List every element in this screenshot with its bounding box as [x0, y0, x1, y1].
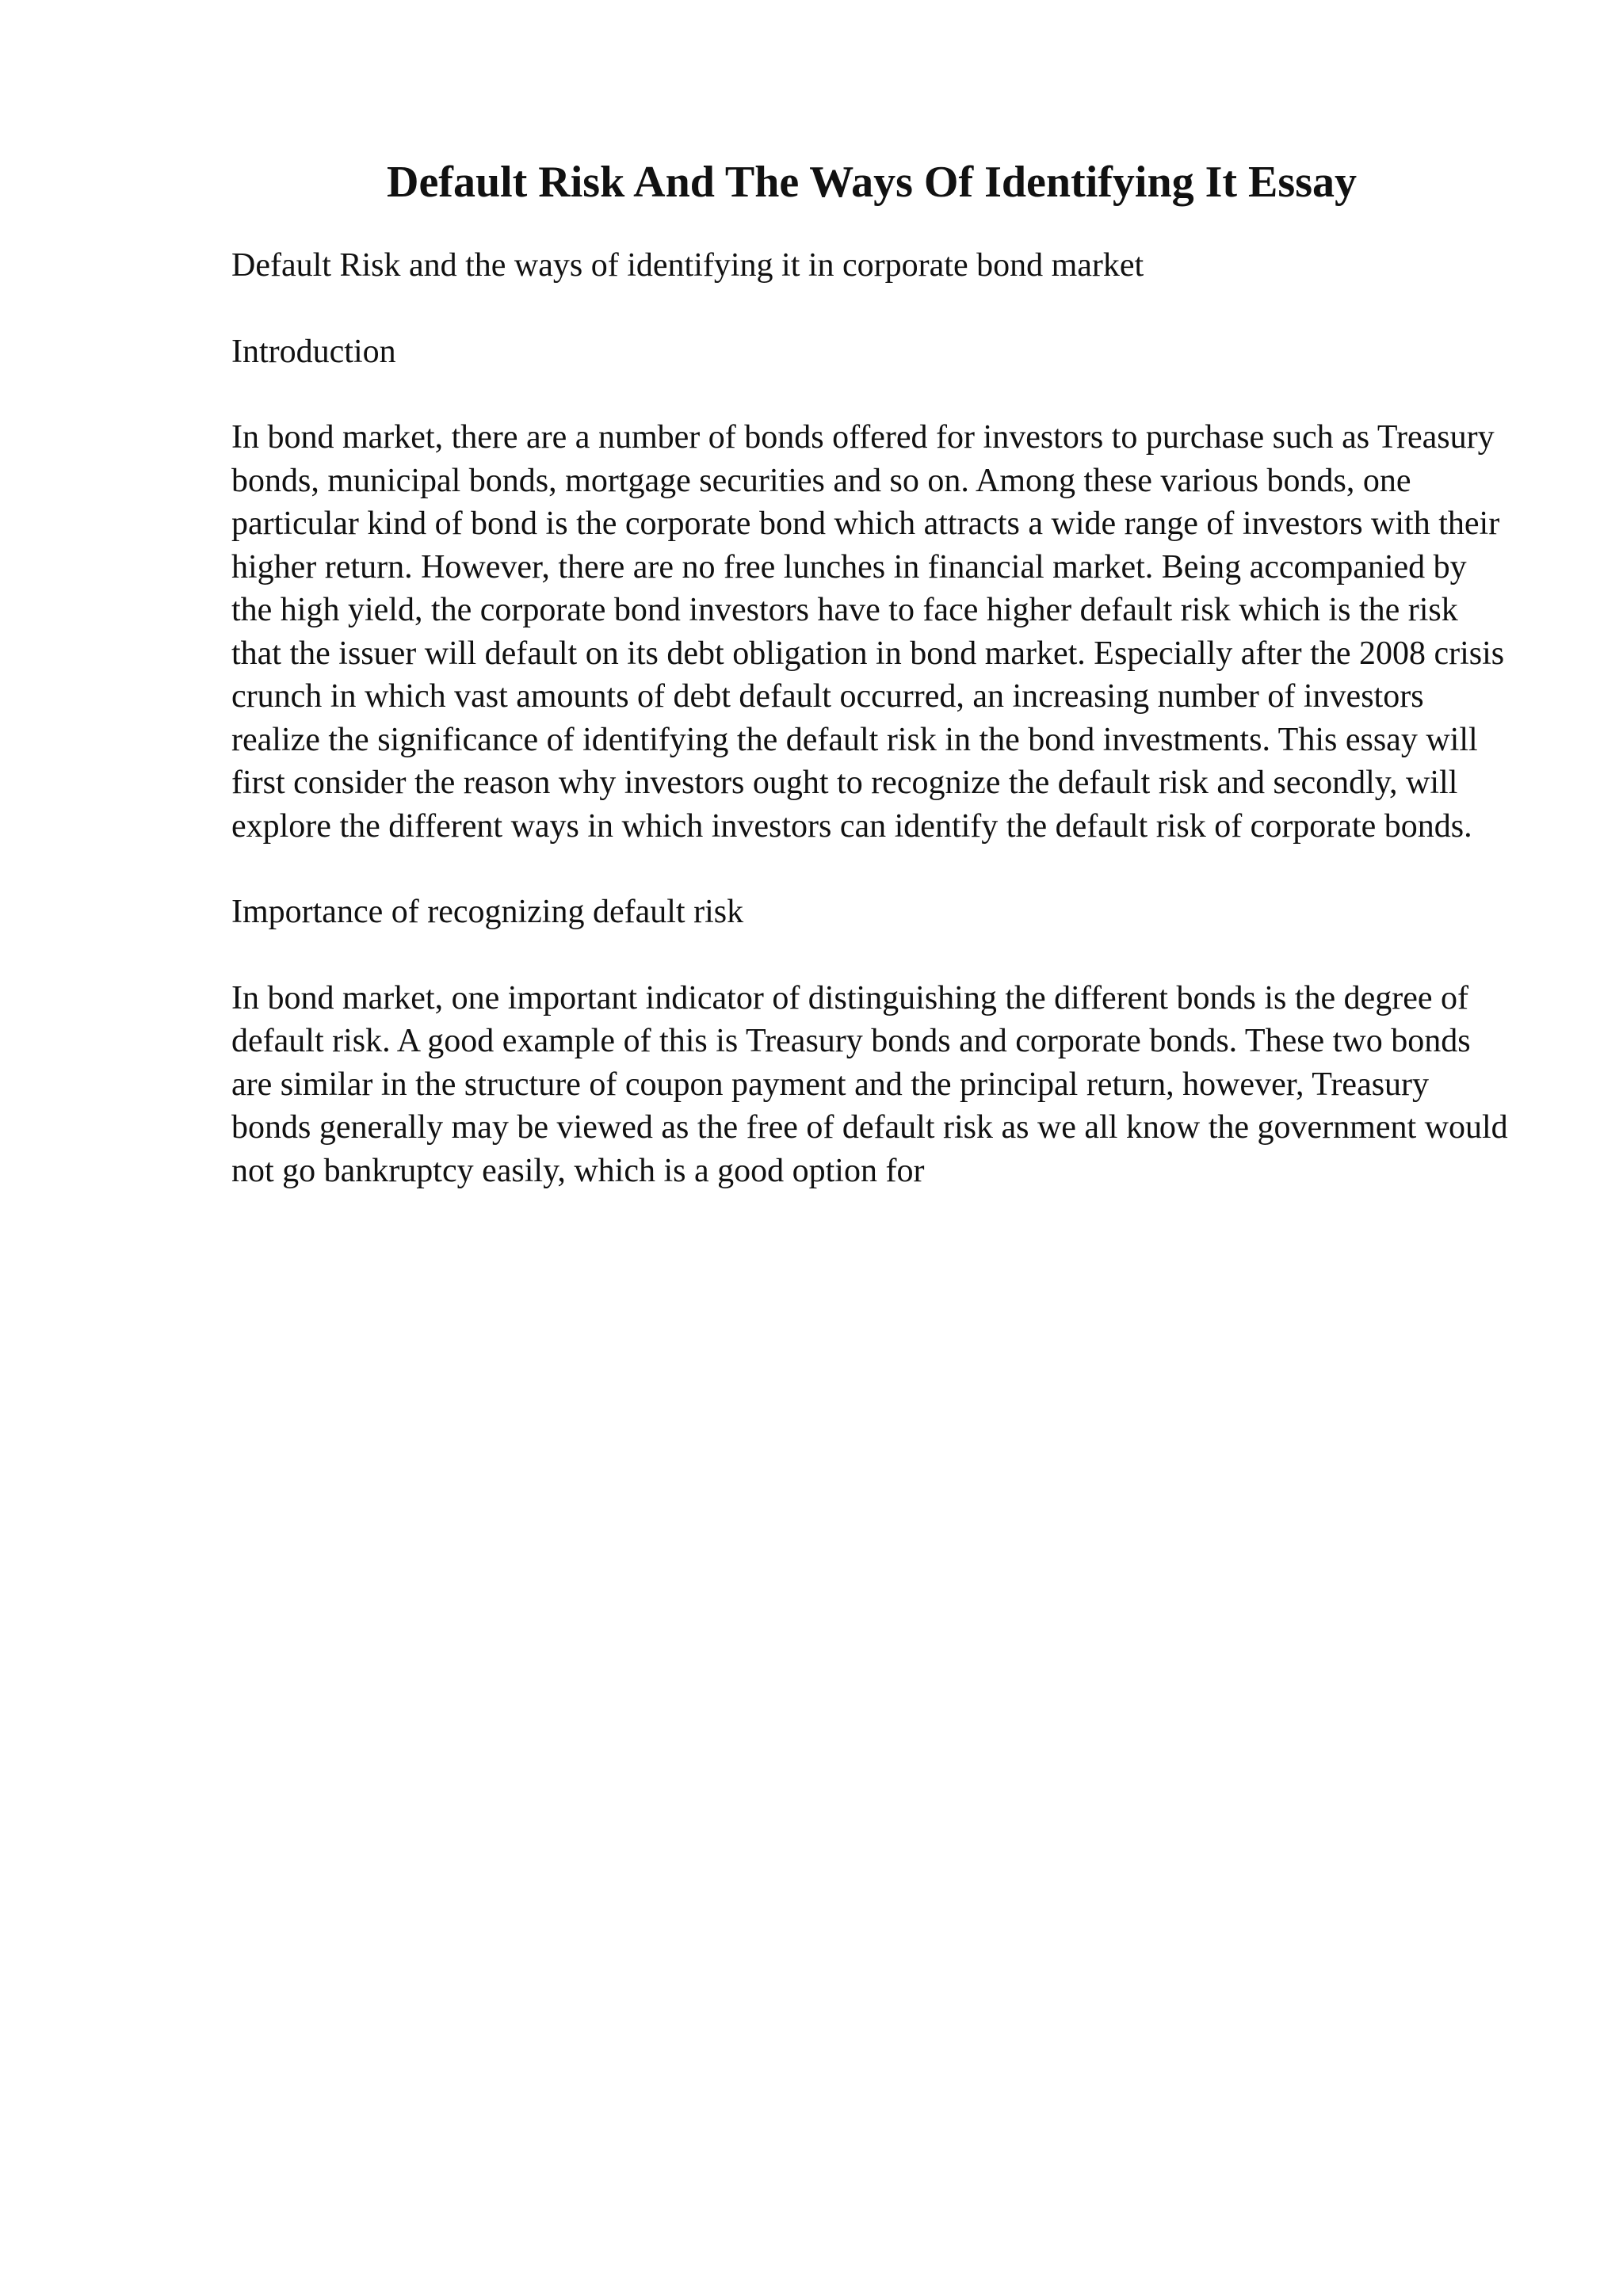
- paragraph-importance: In bond market, one important indicator of distinguishing the different bonds is the degree of default risk. A good example of this is Treasury bonds and corporate bonds. These two bonds are similar in the structure of coupon payment and the principal return, however, Treasury bonds generally may be viewed as the free of default risk as we all know the government would not go bankruptcy easily, which is a good option for: [231, 979, 1508, 1189]
- document-title: Default Risk And The Ways Of Identifying It Essay: [387, 158, 1357, 207]
- document-subtitle: Default Risk and the ways of identifying it in corporate bond market: [231, 247, 1144, 284]
- paragraph-introduction: In bond market, there are a number of bonds offered for investors to purchase such as Treasury bonds, municipal bonds, mortgage securities and so on. Among these various bonds, one particular kind of bond is the corporate bond which attracts a wide range of investors with their higher return. However, there are no free lunches in financial market. Being accompanied by the high yield, the corporate bond investors have to face higher default risk which is the risk that the issuer will default on its debt obligation in bond market. Especially after the 2008 crisis crunch in which vast amounts of debt default occurred, an increasing number of investors realize the significance of identifying the default risk in the bond investments. This essay will first consider the reason why investors ought to recognize the default risk and secondly, will explore the different ways in which investors can identify the default risk of corporate bonds.: [231, 419, 1505, 845]
- section-heading-introduction: Introduction: [231, 333, 396, 370]
- section-heading-importance: Importance of recognizing default risk: [231, 894, 744, 930]
- document-body: [231, 244, 1515, 1235]
